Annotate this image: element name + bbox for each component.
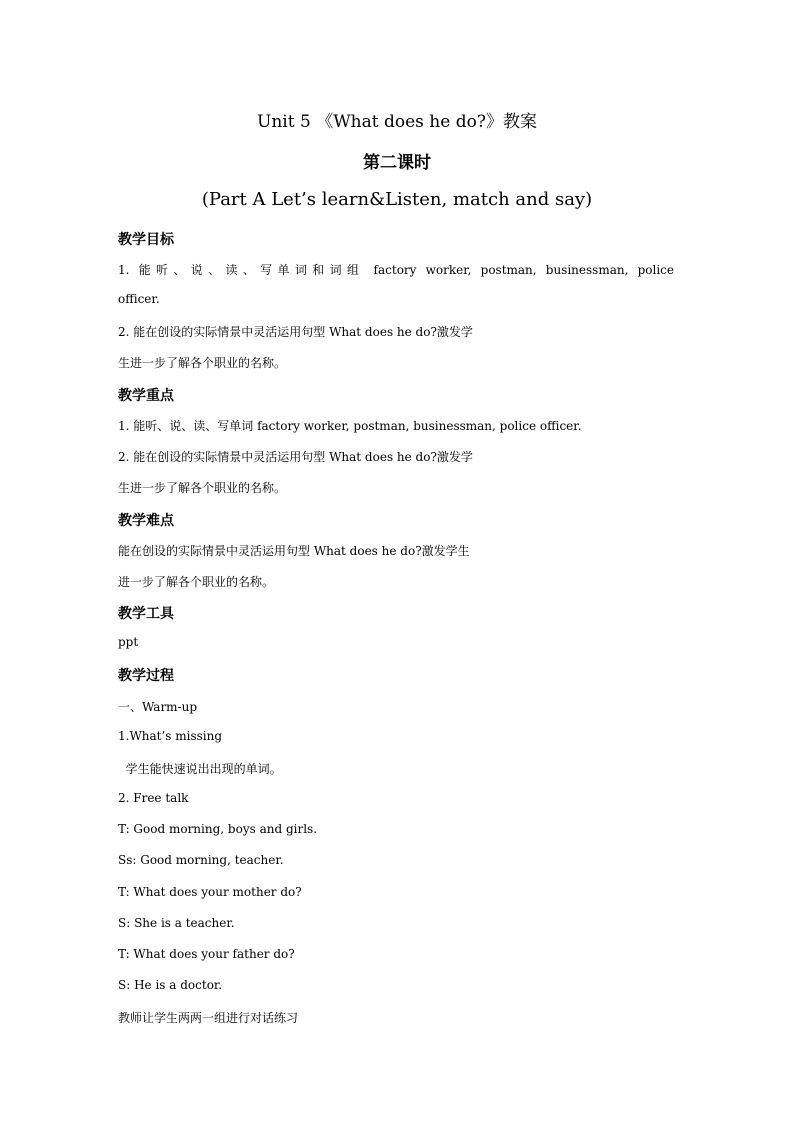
section-heading-process: 教学过程 [118,668,174,684]
section-heading-difficulties: 教学难点 [118,513,174,529]
process-line: Ss: Good morning, teacher. [118,853,284,867]
key-point-line-2-cont: 生进一步了解各个职业的名称。 [118,481,287,495]
section-heading-tools: 教学工具 [118,606,174,622]
document-title: Unit 5 《What does he do?》教案 [257,112,537,132]
process-line: 1.What’s missing [118,729,223,743]
objective-line-2-cont: 生进一步了解各个职业的名称。 [118,356,287,370]
process-line: T: What does your father do? [118,947,295,961]
process-line: T: Good morning, boys and girls. [118,822,318,836]
section-heading-key-points: 教学重点 [118,388,174,404]
process-line: S: She is a teacher. [118,916,235,930]
process-line: 一、Warm-up [118,700,198,714]
key-point-line-1: 1. 能听、说、读、写单词 factory worker, postman, businessman, police officer. [118,419,582,433]
process-line: 教师让学生两两一组进行对话练习 [118,1011,299,1025]
difficulty-line-1-cont: 进一步了解各个职业的名称。 [118,575,275,589]
lesson-subtitle: 第二课时 [363,153,431,173]
process-line: S: He is a doctor. [118,978,223,992]
key-point-line-2: 2. 能在创设的实际情景中灵活运用句型 What does he do?激发学 [118,450,473,464]
lesson-part: (Part A Let’s learn&Listen, match and say) [201,189,593,210]
objective-line-1: 1. 能听、说、读、写单词和词组 factory worker, postman, businessman, police [118,263,674,277]
objective-line-2: 2. 能在创设的实际情景中灵活运用句型 What does he do?激发学 [118,325,473,339]
process-line: T: What does your mother do? [118,885,302,899]
section-heading-objectives: 教学目标 [118,232,174,248]
process-line: 2. Free talk [118,791,189,805]
tools-line-1: ppt [118,635,139,649]
process-line: 学生能快速说出出现的单词。 [118,762,282,776]
difficulty-line-1: 能在创设的实际情景中灵活运用句型 What does he do?激发学生 [118,544,470,558]
objective-line-1-cont: officer. [118,292,160,306]
